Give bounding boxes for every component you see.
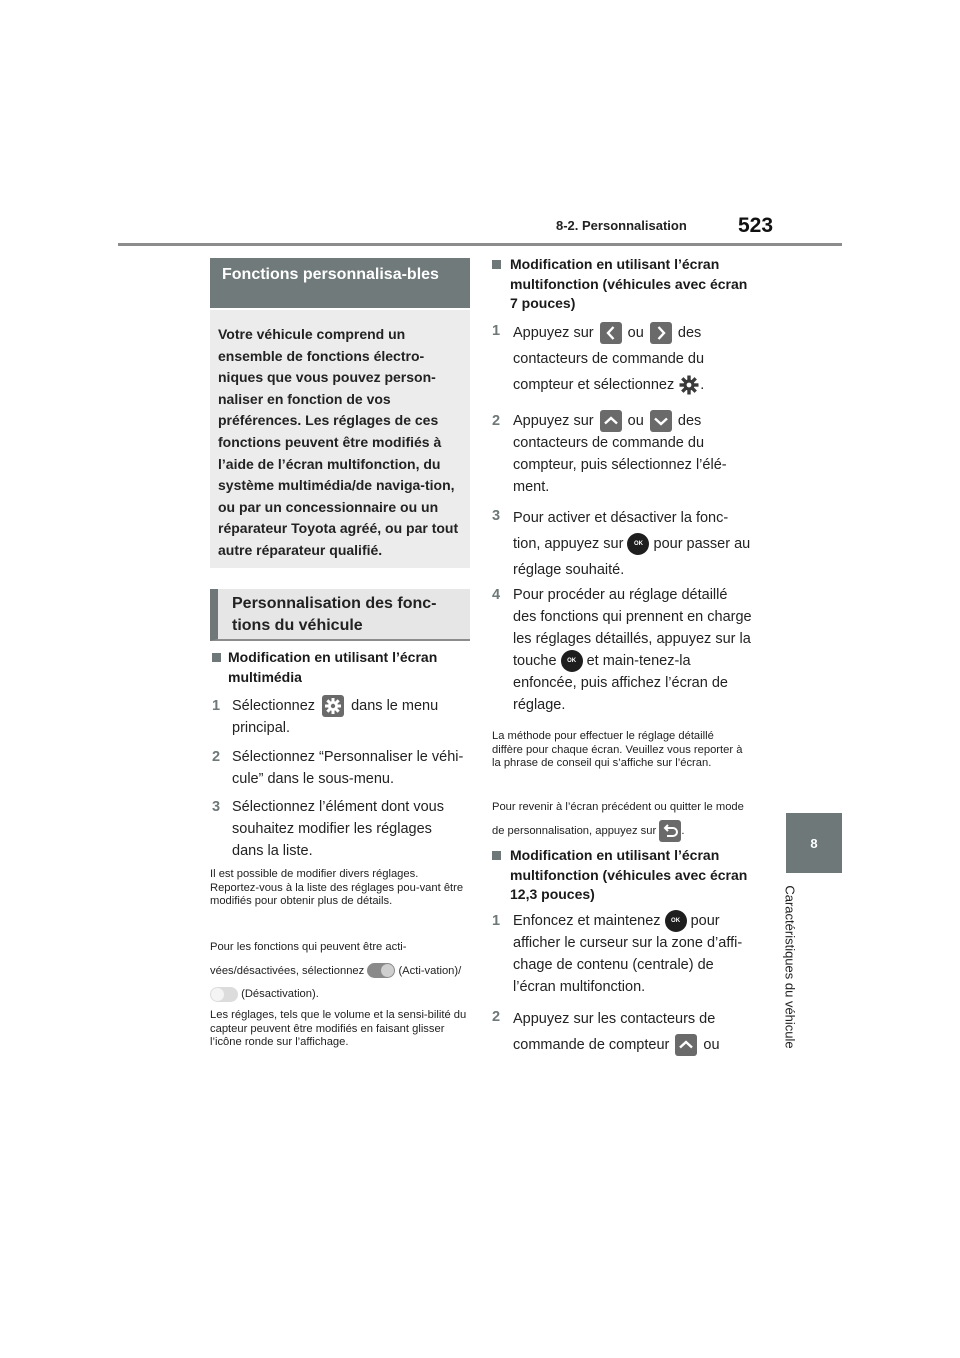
step-text-2: pour afficher le curseur sur la zone d’affi-chage de contenu (centrale) de l’écran multifonction. bbox=[513, 913, 743, 996]
square-bullet-icon bbox=[212, 653, 221, 662]
chapter-tab bbox=[786, 813, 842, 873]
intro-text: Votre véhicule comprend un ensemble de fonctions électro-niques que vous pouvez person-naliser en fonction de vos préférences. Les réglages de ces fonctions peuvent être modifiés à l’aide de l’écran multifonction, du système multimédia/de naviga-tion, ou par un concessionnaire ou un réparateur Toyota agréé, ou par tout autre réparateur qualifié. bbox=[218, 326, 459, 558]
note-toggle bbox=[210, 936, 468, 1007]
note-settings: Il est possible de modifier divers réglages. Reportez-vous à la liste des réglages pou-vant être modifiés pour obtenir plus de détails. bbox=[210, 868, 464, 907]
subheading-multi-display-7 bbox=[490, 255, 750, 314]
step-number: 1 bbox=[492, 913, 501, 929]
chapter-label-wrap bbox=[760, 877, 820, 1057]
step-text-2: pour passer au réglage souhaité. bbox=[513, 536, 751, 578]
step-text: Sélectionnez “Personnaliser le véhi-cule” dans le sous-menu. bbox=[232, 749, 464, 787]
note-detail: La méthode pour effectuer le réglage détaillé diffère pour chaque écran. Veuillez vous reporter à la phrase de conseil qui s’affiche sur l’écran. bbox=[492, 730, 743, 769]
step-text: Enfoncez et maintenez bbox=[513, 913, 661, 929]
note-text-3: (Désactivation). bbox=[241, 988, 319, 1000]
chevron-up-icon bbox=[600, 410, 622, 432]
subheading-multimedia bbox=[210, 648, 465, 687]
section-title: 8-2. Personnalisation bbox=[556, 218, 687, 233]
step-t1 bbox=[492, 910, 752, 998]
step-number: 2 bbox=[492, 1009, 501, 1025]
step-number: 1 bbox=[492, 323, 501, 339]
gear-icon bbox=[322, 695, 344, 717]
subheading-text: Modification en utilisant l’écran multifonction (véhicules avec écran 12,3 pouces) bbox=[510, 847, 748, 902]
step-text: Sélectionnez bbox=[232, 698, 316, 714]
gear-icon bbox=[678, 374, 700, 396]
header-rule bbox=[118, 243, 842, 246]
subheading-multi-display-12 bbox=[490, 846, 750, 905]
step-r2 bbox=[492, 410, 752, 498]
step-text-2: des contacteurs de commande du compteur et sélectionnez bbox=[513, 325, 705, 393]
step-number: 2 bbox=[492, 413, 501, 429]
note-text-2: (Acti-vation)/ bbox=[398, 964, 462, 977]
step-number: 3 bbox=[492, 508, 501, 524]
step-text-2: ou bbox=[703, 1037, 720, 1053]
chevron-down-icon bbox=[650, 410, 672, 432]
step-r1: 1 Appuyez sur ou des contacteurs de commande du compteur et sélectionnez . bbox=[492, 320, 752, 398]
note-text: Pour les fonctions qui peuvent être acti-vées/désactivées, sélectionnez bbox=[210, 941, 407, 977]
step-text-ou: ou bbox=[627, 413, 644, 429]
toggle-off-icon bbox=[210, 987, 238, 1002]
step-number: 3 bbox=[212, 799, 221, 815]
back-icon bbox=[659, 820, 681, 842]
subheading-text: Modification en utilisant l’écran multifonction (véhicules avec écran 7 pouces) bbox=[510, 256, 748, 311]
chevron-left-icon bbox=[600, 322, 622, 344]
subheading-text: Modification en utilisant l’écran multimédia bbox=[228, 649, 438, 685]
step-number: 1 bbox=[212, 698, 221, 714]
page-number: 523 bbox=[738, 214, 774, 237]
heading-text: Personnalisation des fonc-tions du véhicule bbox=[232, 595, 437, 634]
step-text: Appuyez sur les contacteurs de commande de compteur bbox=[513, 1011, 716, 1053]
step-text: Pour activer et désactiver la fonc-tion, appuyez sur bbox=[513, 510, 729, 552]
chevron-right-icon bbox=[650, 322, 672, 344]
toggle-on-icon bbox=[367, 963, 395, 978]
heading-personal-functions bbox=[210, 258, 470, 308]
step-text-2: des contacteurs de commande du compteur, puis sélectionnez l’élé-ment. bbox=[513, 413, 727, 496]
step-text: Pour procéder au réglage détaillé des fonctions qui prennent en charge les réglages détaillés, appuyez sur la touche bbox=[513, 587, 752, 669]
note-text: Pour revenir à l’écran précédent ou quitter le mode de personnalisation, appuyez sur bbox=[492, 801, 744, 837]
step-text: Appuyez sur bbox=[513, 325, 594, 341]
step-text-2: dans le menu principal. bbox=[232, 698, 439, 737]
step-number: 2 bbox=[212, 749, 221, 765]
step-text-ou: ou bbox=[627, 325, 644, 341]
intro-box bbox=[210, 310, 470, 568]
chapter-number: 8 bbox=[810, 835, 818, 851]
square-bullet-icon bbox=[492, 851, 501, 860]
step-r3 bbox=[492, 505, 752, 583]
step-number: 4 bbox=[492, 587, 501, 603]
ok-button-icon: OK bbox=[627, 533, 649, 555]
note-slider: Les réglages, tels que le volume et la sensi-bilité du capteur peuvent être modifiés en faisant glisser l’icône ronde sur l’affichage. bbox=[210, 1009, 467, 1048]
step-text-2: et main-tenez-la enfoncée, puis affichez l’écran de réglage. bbox=[513, 653, 728, 714]
square-bullet-icon bbox=[492, 260, 501, 269]
step-1 bbox=[212, 695, 467, 739]
step-text: Appuyez sur bbox=[513, 413, 594, 429]
chapter-label: Caractéristiques du véhicule bbox=[782, 885, 798, 1049]
step-3 bbox=[212, 796, 467, 862]
ok-button-icon: OK bbox=[561, 650, 583, 672]
heading-vehicle-functions bbox=[210, 589, 470, 641]
step-r4 bbox=[492, 584, 752, 716]
step-t2 bbox=[492, 1006, 752, 1058]
step-text: Sélectionnez l’élément dont vous souhaitez modifier les réglages dans la liste. bbox=[232, 799, 444, 859]
heading-text: Fonctions personnalisa-bles bbox=[222, 266, 439, 283]
step-2 bbox=[212, 746, 467, 790]
ok-button-icon: OK bbox=[665, 910, 687, 932]
chevron-up-icon bbox=[675, 1034, 697, 1056]
note-back: Pour revenir à l’écran précédent ou quitter le mode de personnalisation, appuyez sur . bbox=[492, 795, 752, 843]
